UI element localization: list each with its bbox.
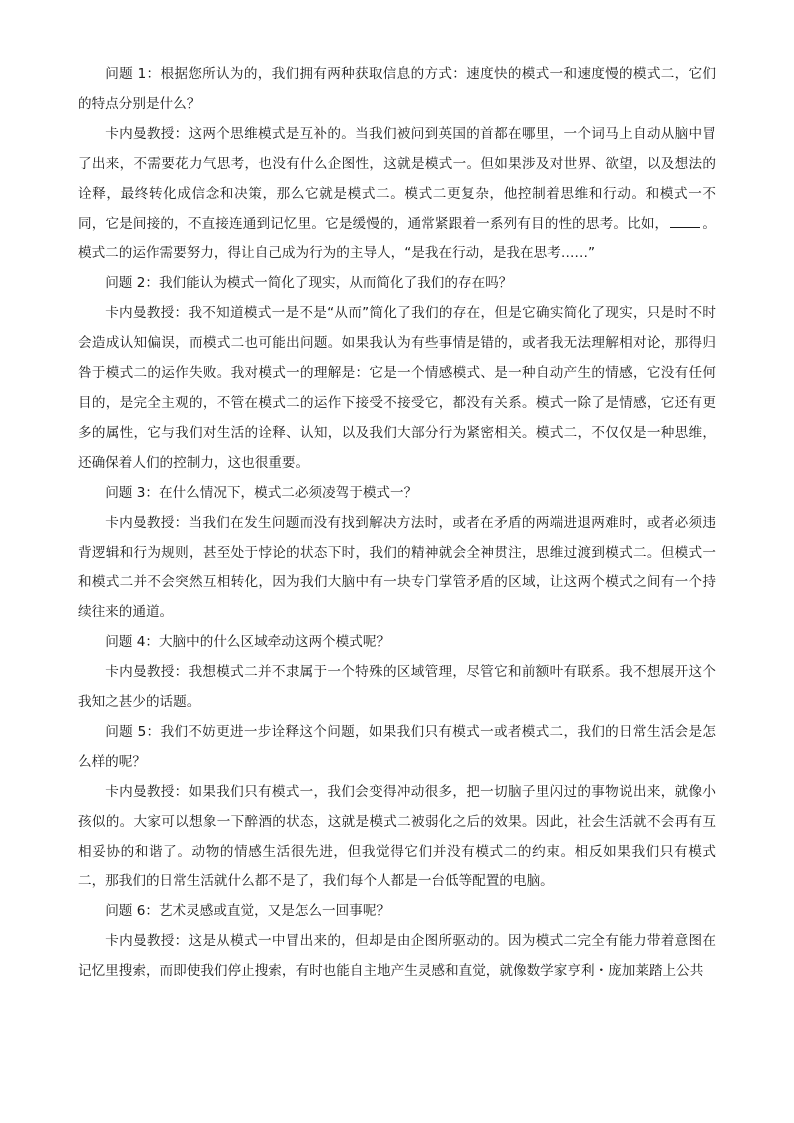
answer-4: 卡内曼教授：我想模式二并不隶属于一个特殊的区域管理，尽管它和前额叶有联系。我不想展开这个我知之甚少的话题。 <box>78 664 716 711</box>
answer-2: 卡内曼教授：我不知道模式一是不是“从而”简化了我们的存在，但是它确实简化了现实，只是时不时会造成认知偏误，而模式二也可能出问题。如果我认为有些事情是错的，或者我无法理解相对论，那得归咎于模式二的运作失败。我对模式一的理解是：它是一个情感模式、是一种自动产生的情感，它没有任何目的，是完全主观的，不管在模式二的运作下接受不接受它，都没有关系。模式一除了是情感，它还有更多的属性，它与我们对生活的诠释、认知，以及我们大部分行为紧密相关。模式二，不仅仅是一种思维，还确保着人们的控制力，这也很重要。 <box>78 305 716 471</box>
question-6: 问题 6：艺术灵感或直觉，又是怎么一回事呢？ <box>105 903 391 920</box>
answer-3: 卡内曼教授：当我们在发生问题而没有找到解决方法时，或者在矛盾的两端进退两难时，或者必须违背逻辑和行为规则，甚至处于悖论的状态下时，我们的精神就会全神贯注，思维过渡到模式二。但模式一和模式二并不会突然互相转化，因为我们大脑中有一块专门掌管矛盾的区域，让这两个模式之间有一个持续往来的通道。 <box>78 514 716 621</box>
question-2: 问题 2：我们能认为模式一简化了现实，从而简化了我们的存在吗？ <box>105 275 513 292</box>
question-1: 问题 1：根据您所认为的，我们拥有两种获取信息的方式：速度快的模式一和速度慢的模式二，它们的特点分别是什么？ <box>78 66 716 112</box>
question-3: 问题 3：在什么情况下，模式二必须凌驾于模式一？ <box>105 484 418 501</box>
answer-6: 卡内曼教授：这是从模式一中冒出来的，但却是由企图所驱动的。因为模式二完全有能力带着意图在记忆里搜索，而即使我们停止搜索，有时也能自主地产生灵感和直觉，就像数学家亨利・庞加莱踏上公共 <box>78 933 716 980</box>
answer-5: 卡内曼教授：如果我们只有模式一，我们会变得冲动很多，把一切脑子里闪过的事物说出来，就像小孩似的。大家可以想象一下醉酒的状态，这就是模式二被弱化之后的效果。因此，社会生活就不会再有互相妥协的和谐了。动物的情感生活很先进，但我觉得它们并没有模式二的约束。相反如果我们只有模式二，那我们的日常生活就什么都不是了，我们每个人都是一台低等配置的电脑。 <box>78 783 716 890</box>
document-body <box>78 60 716 987</box>
answer-1: 卡内曼教授：这两个思维模式是互补的。当我们被问到英国的首都在哪里，一个词马上自动从脑中冒了出来，不需要花力气思考，也没有什么企图性，这就是模式一。但如果涉及对世界、欲望，以及想法的诠释，最终转化成信念和决策，那么它就是模式二。模式二更复杂，他控制着思维和行动。和模式一不同，它是间接的，不直接连通到记忆里。它是缓慢的，通常紧跟着一系列有目的性的思考。比如， 。模式二的运作需要努力，得让自己成为行为的主导人，“是我在行动，是我在思考……” <box>78 125 717 262</box>
question-4: 问题 4：大脑中的什么区域牵动这两个模式呢？ <box>105 634 391 651</box>
fill-in-blank[interactable] <box>670 226 700 228</box>
question-5: 问题 5：我们不妨更进一步诠释这个问题，如果我们只有模式一或者模式二，我们的日常生活会是怎么样的呢？ <box>78 723 716 770</box>
